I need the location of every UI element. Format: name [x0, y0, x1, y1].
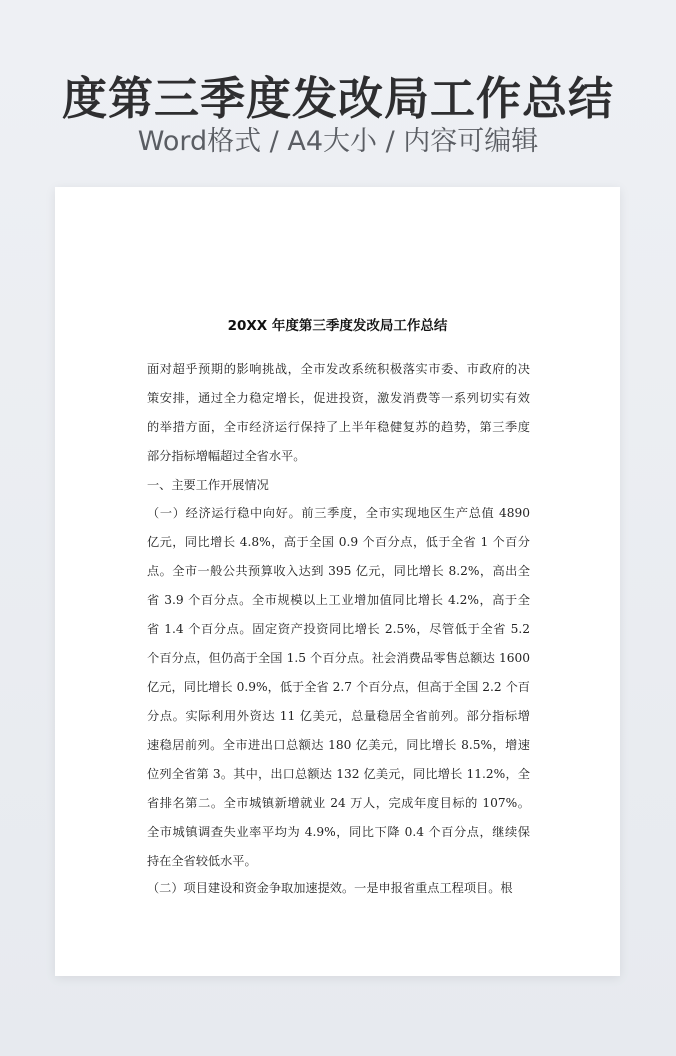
body-line: 的举措方面，全市经济运行保持了上半年稳健复苏的趋势，第三季度: [147, 420, 530, 434]
body-line: 全市城镇调查失业率平均为 4.9%，同比下降 0.4 个百分点，继续保: [147, 825, 530, 839]
body-line: 亿元，同比增长 4.8%，高于全国 0.9 个百分点，低于全省 1 个百分: [147, 535, 530, 549]
document-title: 20XX 年度第三季度发改局工作总结: [227, 318, 448, 334]
body-line: 策安排，通过全力稳定增长，促进投资，激发消费等一系列切实有效: [147, 391, 530, 405]
body-line: 点。全市一般公共预算收入达到 395 亿元，同比增长 8.2%，高出全: [147, 564, 530, 578]
body-line: 部分指标增幅超过全省水平。: [147, 449, 306, 463]
body-line: 亿元，同比增长 0.9%，低于全省 2.7 个百分点，但高于全国 2.2 个百: [147, 680, 530, 694]
document-page: [55, 187, 620, 976]
body-line: 速稳居前列。全市进出口总额达 180 亿美元，同比增长 8.5%，增速: [147, 738, 530, 752]
body-line: 个百分点，但仍高于全国 1.5 个百分点。社会消费品零售总额达 1600: [147, 651, 530, 665]
body-line: 一、主要工作开展情况: [147, 478, 269, 492]
body-line: 位列全省第 3。其中，出口总额达 132 亿美元，同比增长 11.2%，全: [147, 767, 530, 781]
body-line: 持在全省较低水平。: [147, 854, 257, 868]
banner-title: 度第三季度发改局工作总结: [61, 72, 614, 125]
body-line: 分点。实际利用外资达 11 亿美元，总量稳居全省前列。部分指标增: [147, 709, 530, 723]
body-line: （二）项目建设和资金争取加速提效。一是申报省重点工程项目。根: [147, 881, 513, 895]
body-line: 面对超乎预期的影响挑战，全市发改系统积极落实市委、市政府的决: [147, 362, 530, 376]
body-line: 省排名第二。全市城镇新增就业 24 万人，完成年度目标的 107%。: [147, 796, 530, 810]
body-line: 省 1.4 个百分点。固定资产投资同比增长 2.5%，尽管低于全省 5.2: [147, 622, 530, 636]
body-line: 省 3.9 个百分点。全市规模以上工业增加值同比增长 4.2%，高于全: [147, 593, 530, 607]
body-line: （一）经济运行稳中向好。前三季度，全市实现地区生产总值 4890: [147, 506, 530, 520]
banner-subtitle: Word格式 / A4大小 / 内容可编辑: [137, 126, 539, 157]
